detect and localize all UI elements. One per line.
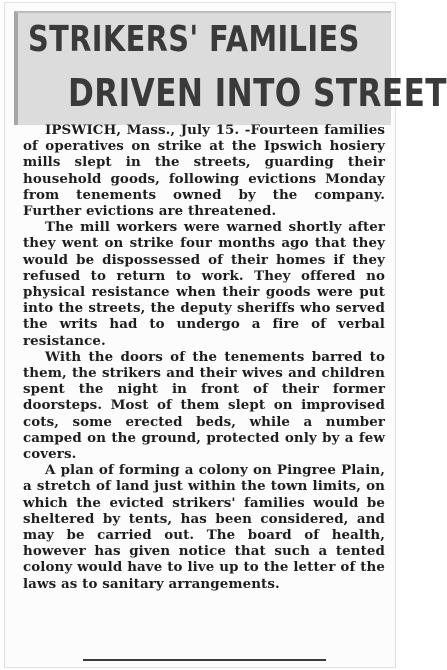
paragraph-1-text: -Fourteen families of operatives on strike at the Ipswich hosiery mills slept in the streets, guarding their household goods, following evictions Monday from tenements owned by the company. Further evictions are threatened. (23, 122, 385, 220)
headline-line-1: STRIKERS' FAMILIES (28, 19, 360, 60)
paragraph-2: The mill workers were warned shortly after they went on strike four months ago that they would be dispossessed of their homes if they refused to return to work. They offered no physical resistance when their goods were put into the streets, the deputy sheriffs who served the writs had to undergo a fire of verbal resistance. (23, 219, 385, 349)
paragraph-3: With the doors of the tenements barred to them, the strikers and their wives and children spent the night in front of their former doorsteps. Most of them slept on improvised cots, some erected beds, while a number camped on the ground, protected only by a few covers. (23, 348, 385, 463)
dateline: IPSWICH, Mass., July 15. (45, 122, 240, 138)
headline-line-2: DRIVEN INTO STREET (68, 71, 447, 115)
end-rule (83, 659, 326, 661)
paragraph-4: A plan of forming a colony on Pingree Plain, a stretch of land just within the town limits, on which the evicted strikers' families would be sheltered by tents, has been considered, and may be carried out. The board of health, however has given notice that such a tented colony would have to live up to the letter of the laws as to sanitary arrangements. (23, 462, 385, 592)
article-body (23, 122, 385, 592)
headline-box (14, 11, 447, 125)
paragraph-1 (23, 122, 385, 219)
